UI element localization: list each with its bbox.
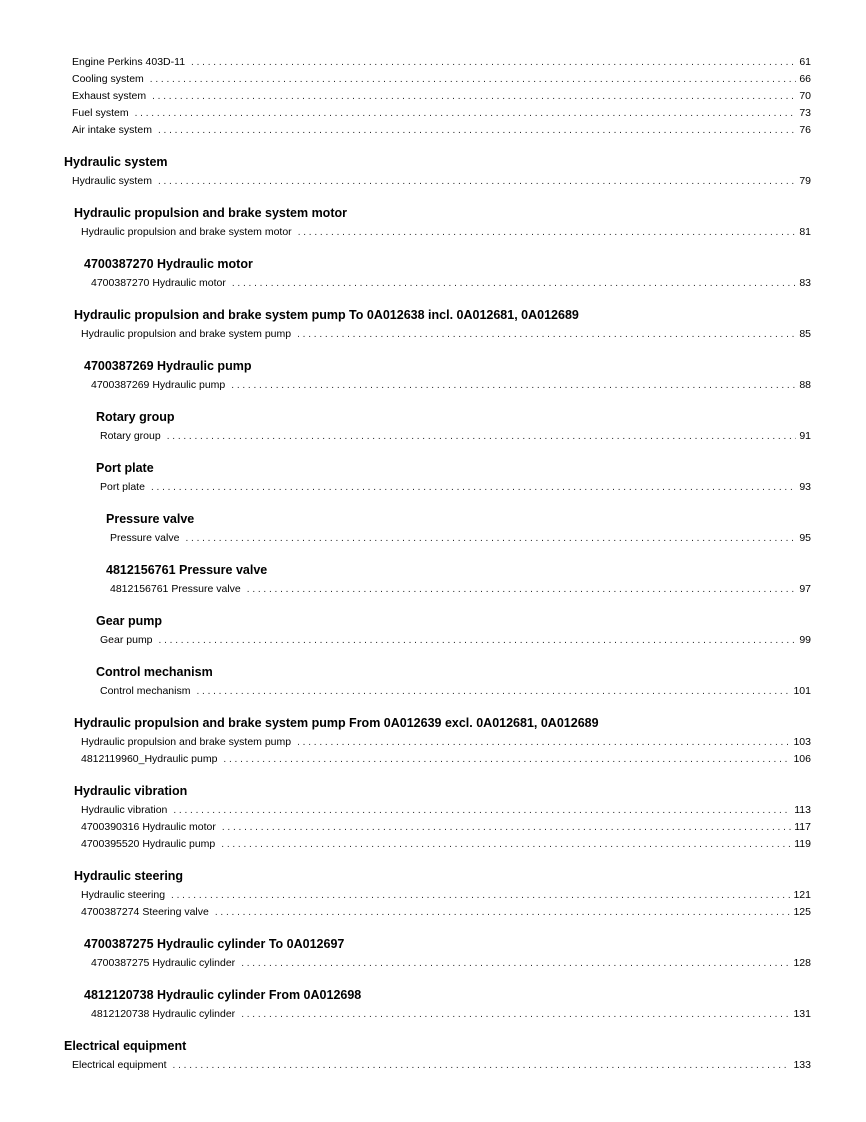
toc-entry-page: 97: [799, 583, 811, 595]
toc-entry-page: 85: [799, 328, 811, 340]
toc-entry-page: 76: [799, 124, 811, 136]
toc-entry[interactable]: [81, 888, 811, 902]
dot-leader: [159, 633, 797, 648]
dot-leader: [158, 123, 796, 138]
toc-entry-page: 81: [799, 226, 811, 238]
dot-leader: [241, 1007, 790, 1022]
toc-entry-page: 66: [799, 73, 811, 85]
toc-entry[interactable]: [81, 225, 811, 239]
toc-entry[interactable]: [100, 684, 811, 698]
toc-section-heading[interactable]: Control mechanism: [96, 665, 213, 679]
toc-entry[interactable]: [81, 735, 811, 749]
toc-section-heading[interactable]: Port plate: [96, 461, 154, 475]
dot-leader: [222, 820, 791, 835]
toc-entry-page: 91: [799, 430, 811, 442]
dot-leader: [196, 684, 790, 699]
toc-entry[interactable]: [72, 174, 811, 188]
toc-entry-page: 83: [799, 277, 811, 289]
dot-leader: [232, 276, 796, 291]
toc-entry-label: 4700387270 Hydraulic motor: [91, 277, 226, 289]
dot-leader: [171, 888, 790, 903]
toc-section-heading[interactable]: Hydraulic system: [64, 155, 168, 169]
toc-section-heading[interactable]: 4700387270 Hydraulic motor: [84, 257, 253, 271]
toc-entry-label: Exhaust system: [72, 90, 147, 102]
dot-leader: [151, 480, 796, 495]
dot-leader: [223, 752, 790, 767]
toc-entry-page: 133: [793, 1059, 811, 1071]
dot-leader: [298, 225, 797, 240]
dot-leader: [297, 327, 796, 342]
toc-entry-label: 4700387274 Steering valve: [81, 906, 209, 918]
toc-entry-label: Cooling system: [72, 73, 144, 85]
toc-entry[interactable]: [110, 531, 811, 545]
toc-section-heading[interactable]: Pressure valve: [106, 512, 195, 526]
toc-section-heading[interactable]: 4812120738 Hydraulic cylinder From 0A012698: [84, 988, 362, 1002]
toc-entry-page: 95: [799, 532, 811, 544]
toc-entry-label: 4812119960_Hydraulic pump: [81, 753, 218, 765]
toc-entry[interactable]: [72, 55, 811, 69]
dot-leader: [241, 956, 790, 971]
toc-entry-label: 4700387275 Hydraulic cylinder: [91, 957, 236, 969]
toc-entry[interactable]: [91, 276, 811, 290]
toc-entry-label: Hydraulic system: [72, 175, 152, 187]
toc-entry[interactable]: [81, 837, 811, 851]
dot-leader: [247, 582, 797, 597]
toc-section-heading[interactable]: Rotary group: [96, 410, 175, 424]
toc-entry[interactable]: [91, 378, 811, 392]
toc-section-heading[interactable]: 4700387275 Hydraulic cylinder To 0A012697: [84, 937, 345, 951]
toc-entry[interactable]: [81, 752, 811, 766]
toc-entry[interactable]: [72, 123, 811, 137]
toc-entry-page: 125: [793, 906, 811, 918]
toc-entry-page: 131: [793, 1008, 811, 1020]
toc-entry[interactable]: [100, 633, 811, 647]
dot-leader: [191, 55, 796, 70]
toc-entry-page: 117: [794, 821, 811, 833]
dot-leader: [173, 1058, 791, 1073]
toc-entry[interactable]: [81, 820, 811, 834]
toc-section-heading[interactable]: 4700387269 Hydraulic pump: [84, 359, 252, 373]
toc-section-heading[interactable]: Hydraulic propulsion and brake system pump From 0A012639 excl. 0A012681, 0A012689: [74, 716, 599, 730]
toc-section-heading[interactable]: 4812156761 Pressure valve: [106, 563, 268, 577]
dot-leader: [173, 803, 791, 818]
toc-entry-page: 128: [793, 957, 811, 969]
toc-entry-page: 88: [799, 379, 811, 391]
toc-section-heading[interactable]: Hydraulic propulsion and brake system motor: [74, 206, 347, 220]
toc-entry-label: Air intake system: [72, 124, 152, 136]
toc-entry-page: 61: [799, 56, 811, 68]
toc-entry-page: 99: [799, 634, 811, 646]
toc-entry[interactable]: [81, 803, 811, 817]
dot-leader: [167, 429, 797, 444]
toc-entry[interactable]: [72, 1058, 811, 1072]
toc-entry-page: 70: [799, 90, 811, 102]
dot-leader: [215, 905, 791, 920]
toc-section-heading[interactable]: Hydraulic propulsion and brake system pump To 0A012638 incl. 0A012681, 0A012689: [74, 308, 579, 322]
toc-entry[interactable]: [100, 429, 811, 443]
toc-entry-page: 93: [799, 481, 811, 493]
toc-entry-page: 79: [799, 175, 811, 187]
toc-entry-label: 4700390316 Hydraulic motor: [81, 821, 216, 833]
toc-entry-page: 101: [793, 685, 811, 697]
toc-entry-label: Gear pump: [100, 634, 153, 646]
toc-entry[interactable]: [110, 582, 811, 596]
dot-leader: [158, 174, 796, 189]
dot-leader: [135, 106, 797, 121]
toc-entry[interactable]: [91, 1007, 811, 1021]
toc-entry-page: 119: [794, 838, 811, 850]
toc-entry-label: 4812120738 Hydraulic cylinder: [91, 1008, 236, 1020]
toc-entry-label: Hydraulic propulsion and brake system motor: [81, 226, 292, 238]
toc-entry[interactable]: [72, 106, 811, 120]
toc-section-heading[interactable]: Gear pump: [96, 614, 162, 628]
toc-entry-label: Hydraulic steering: [81, 889, 166, 901]
toc-entry-label: Hydraulic propulsion and brake system pump: [81, 328, 292, 340]
toc-entry[interactable]: [72, 72, 811, 86]
toc-entry-label: Hydraulic vibration: [81, 804, 168, 816]
dot-leader: [231, 378, 796, 393]
dot-leader: [150, 72, 797, 87]
toc-entry-label: 4812156761 Pressure valve: [110, 583, 241, 595]
toc-entry-label: Rotary group: [100, 430, 161, 442]
toc-entry-label: Electrical equipment: [72, 1059, 167, 1071]
toc-entry-page: 73: [799, 107, 811, 119]
toc-entry-page: 121: [793, 889, 811, 901]
toc-entry[interactable]: [81, 327, 811, 341]
toc-entry-page: 103: [793, 736, 811, 748]
toc-section-heading[interactable]: Hydraulic vibration: [74, 784, 188, 798]
toc-section-heading[interactable]: Electrical equipment: [64, 1039, 187, 1053]
toc-entry[interactable]: [100, 480, 811, 494]
dot-leader: [297, 735, 790, 750]
dot-leader: [221, 837, 791, 852]
toc-entry-label: Pressure valve: [110, 532, 180, 544]
toc-entry-label: Fuel system: [72, 107, 129, 119]
toc-entry-label: Hydraulic propulsion and brake system pump: [81, 736, 292, 748]
toc-entry-label: 4700387269 Hydraulic pump: [91, 379, 226, 391]
toc-entry-page: 106: [793, 753, 811, 765]
toc-entry[interactable]: [81, 905, 811, 919]
toc-section-heading[interactable]: Hydraulic steering: [74, 869, 184, 883]
toc-entry-label: Control mechanism: [100, 685, 191, 697]
toc-entry-page: 113: [794, 804, 811, 816]
toc-entry[interactable]: [72, 89, 811, 103]
dot-leader: [185, 531, 796, 546]
toc-entry[interactable]: [91, 956, 811, 970]
toc-entry-label: Port plate: [100, 481, 145, 493]
dot-leader: [152, 89, 796, 104]
toc-entry-label: Engine Perkins 403D-11: [72, 56, 186, 68]
toc-entry-label: 4700395520 Hydraulic pump: [81, 838, 216, 850]
